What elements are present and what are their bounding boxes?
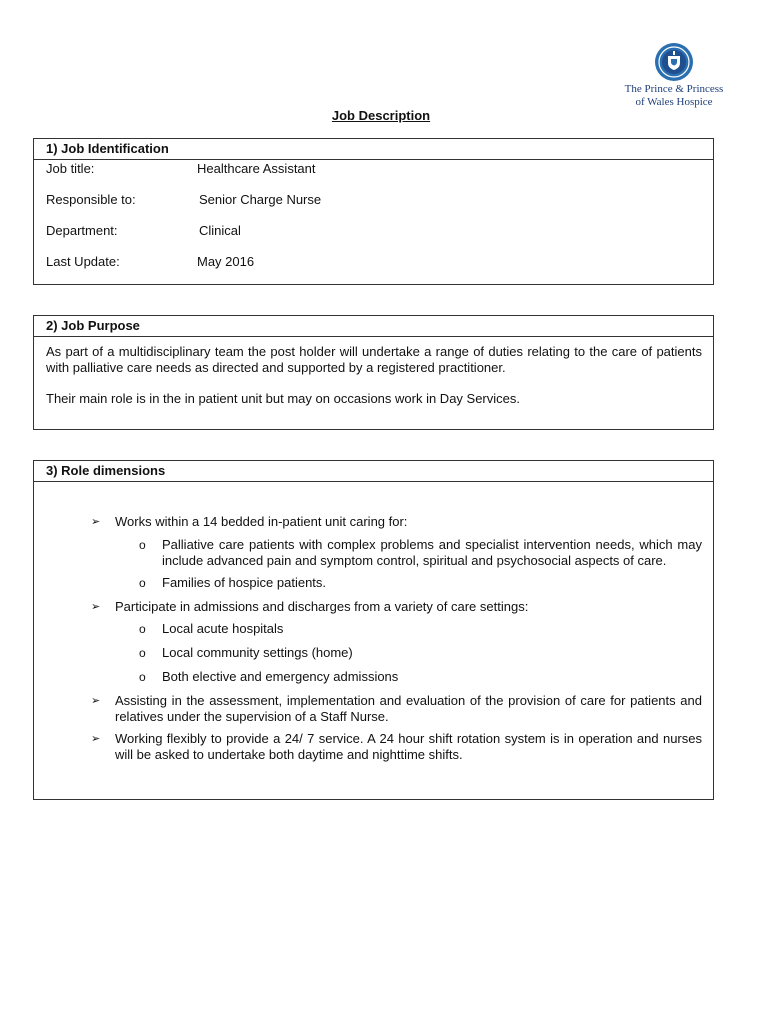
- job-title-label: Job title:: [46, 161, 95, 176]
- hospice-logo: [620, 42, 728, 108]
- circle-bullet-icon: o: [139, 622, 146, 636]
- role-dimensions-section: [33, 460, 714, 800]
- sub-list-item-text: Palliative care patients with complex problems and specialist intervention needs, which may include advanced pain and symptom control, spiritual and psychosocial aspects of care.: [162, 537, 702, 568]
- circle-bullet-icon: o: [139, 576, 146, 590]
- sub-list-item: [34, 575, 713, 591]
- arrow-bullet-icon: ➢: [91, 733, 101, 745]
- list-item: [34, 599, 713, 615]
- sub-list-item-text: Both elective and emergency admissions: [162, 669, 399, 684]
- sub-list-item-text: Local acute hospitals: [162, 621, 284, 636]
- circle-bullet-icon: o: [139, 538, 146, 552]
- sub-list-item: [34, 669, 713, 685]
- list-item-text: Working flexibly to provide a 24/ 7 service. A 24 hour shift rotation system is in operation and nurses will be asked to undertake both daytime and nighttime shifts.: [115, 731, 702, 762]
- role-dimensions-heading: 3) Role dimensions: [34, 461, 713, 482]
- last-update-value: May 2016: [197, 254, 255, 269]
- job-purpose-section: [33, 315, 714, 430]
- role-dimensions-list: [34, 514, 713, 763]
- job-identification-heading: 1) Job Identification: [34, 139, 713, 160]
- circle-bullet-icon: o: [139, 670, 146, 684]
- arrow-bullet-icon: ➢: [91, 516, 101, 528]
- department-value: Clinical: [199, 223, 241, 238]
- last-update-label: Last Update:: [46, 254, 120, 269]
- job-purpose-paragraph-2: Their main role is in the in patient unit but may on occasions work in Day Services.: [46, 391, 520, 406]
- list-item: [34, 693, 713, 725]
- arrow-bullet-icon: ➢: [91, 695, 101, 707]
- sub-list-item: [34, 621, 713, 637]
- hospice-crest-icon: [654, 42, 694, 82]
- sub-list-item-text: Families of hospice patients.: [162, 575, 327, 590]
- job-title-value: Healthcare Assistant: [197, 161, 316, 176]
- sub-list-item-text: Local community settings (home): [162, 645, 353, 660]
- logo-line-2: of Wales Hospice: [635, 96, 713, 108]
- list-item-text: Works within a 14 bedded in-patient unit caring for:: [115, 514, 408, 529]
- responsible-to-value: Senior Charge Nurse: [199, 192, 322, 207]
- document-title: Job Description: [331, 108, 431, 123]
- job-purpose-paragraph-1: As part of a multidisciplinary team the post holder will undertake a range of duties relating to the care of patients with palliative care needs as directed and supported by a registered practitioner.: [46, 344, 702, 375]
- responsible-to-label: Responsible to:: [46, 192, 136, 207]
- list-item-text: Assisting in the assessment, implementation and evaluation of the provision of care for patients and relatives under the supervision of a Staff Nurse.: [115, 693, 702, 724]
- list-item: [34, 514, 713, 530]
- sub-list-item: [34, 537, 713, 569]
- department-label: Department:: [46, 223, 118, 238]
- arrow-bullet-icon: ➢: [91, 601, 101, 613]
- sub-list-item: [34, 645, 713, 661]
- circle-bullet-icon: o: [139, 646, 146, 660]
- job-identification-section: [33, 138, 714, 285]
- job-purpose-heading: 2) Job Purpose: [34, 316, 713, 337]
- list-item: [34, 731, 713, 763]
- logo-line-1: The Prince & Princess: [624, 83, 724, 95]
- list-item-text: Participate in admissions and discharges from a variety of care settings:: [115, 599, 529, 614]
